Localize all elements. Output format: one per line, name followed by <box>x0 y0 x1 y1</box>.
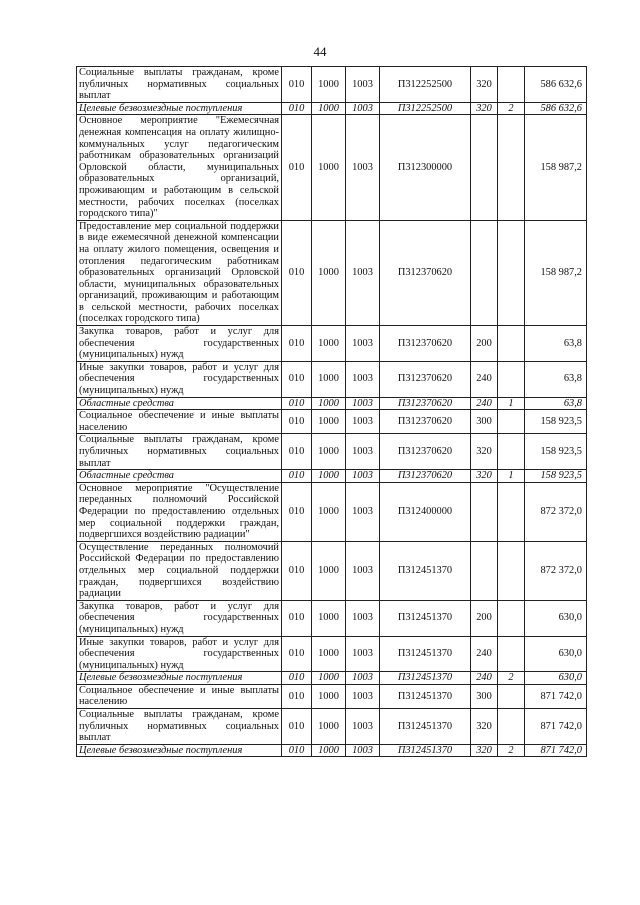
section-code-cell: 1000 <box>312 541 346 600</box>
target-article-cell: П312451370 <box>380 684 471 708</box>
target-article-cell: П312370620 <box>380 326 471 362</box>
ministry-code-cell: 010 <box>282 220 312 325</box>
section-code-cell: 1000 <box>312 684 346 708</box>
expense-type-cell: 240 <box>471 672 498 685</box>
table-row <box>77 67 587 103</box>
item-name-cell: Иные закупки товаров, работ и услуг для обеспечения государственных (муниципальных) нужд <box>77 636 282 672</box>
item-name-cell: Основное мероприятие "Ежемесячная денежная компенсация на оплату жилищно-коммунальных услуг педагогическим работникам образовательных организаций Орловской области, муниципальных образовательных организаций, проживающим и работающим в сельской местности, рабочих поселках (поселках городского типа)" <box>77 115 282 220</box>
ministry-code-cell: 010 <box>282 326 312 362</box>
amount-cell: 158 923,5 <box>525 434 587 470</box>
target-article-cell: П312451370 <box>380 744 471 757</box>
ministry-code-cell: 010 <box>282 434 312 470</box>
funding-source-cell: 2 <box>498 672 525 685</box>
subsection-code-cell: 1003 <box>346 115 380 220</box>
section-code-cell: 1000 <box>312 672 346 685</box>
amount-cell: 871 742,0 <box>525 744 587 757</box>
section-code-cell: 1000 <box>312 482 346 541</box>
table-row <box>77 434 587 470</box>
item-name-cell: Социальное обеспечение и иные выплаты населению <box>77 410 282 434</box>
ministry-code-cell: 010 <box>282 744 312 757</box>
target-article-cell: П312300000 <box>380 115 471 220</box>
funding-source-cell <box>498 220 525 325</box>
target-article-cell: П312370620 <box>380 361 471 397</box>
target-article-cell: П312451370 <box>380 709 471 745</box>
expense-type-cell: 320 <box>471 744 498 757</box>
item-name-cell: Целевые безвозмездные поступления <box>77 672 282 685</box>
item-name-cell: Иные закупки товаров, работ и услуг для обеспечения государственных (муниципальных) нужд <box>77 361 282 397</box>
ministry-code-cell: 010 <box>282 470 312 483</box>
subsection-code-cell: 1003 <box>346 600 380 636</box>
ministry-code-cell: 010 <box>282 115 312 220</box>
target-article-cell: П312451370 <box>380 636 471 672</box>
funding-source-cell <box>498 410 525 434</box>
amount-cell: 630,0 <box>525 672 587 685</box>
amount-cell: 158 987,2 <box>525 115 587 220</box>
funding-source-cell <box>498 434 525 470</box>
table-row <box>77 541 587 600</box>
item-name-cell: Социальные выплаты гражданам, кроме публичных нормативных социальных выплат <box>77 709 282 745</box>
item-name-cell: Целевые безвозмездные поступления <box>77 744 282 757</box>
funding-source-cell: 2 <box>498 102 525 115</box>
subsection-code-cell: 1003 <box>346 361 380 397</box>
amount-cell: 630,0 <box>525 600 587 636</box>
table-row <box>77 410 587 434</box>
expense-type-cell: 200 <box>471 600 498 636</box>
target-article-cell: П312370620 <box>380 434 471 470</box>
target-article-cell: П312451370 <box>380 541 471 600</box>
section-code-cell: 1000 <box>312 600 346 636</box>
subsection-code-cell: 1003 <box>346 541 380 600</box>
amount-cell: 871 742,0 <box>525 709 587 745</box>
ministry-code-cell: 010 <box>282 684 312 708</box>
table-row <box>77 744 587 757</box>
table-row <box>77 326 587 362</box>
page-number: 44 <box>313 44 327 59</box>
subsection-code-cell: 1003 <box>346 397 380 410</box>
amount-cell: 871 742,0 <box>525 684 587 708</box>
item-name-cell: Областные средства <box>77 397 282 410</box>
subsection-code-cell: 1003 <box>346 434 380 470</box>
section-code-cell: 1000 <box>312 709 346 745</box>
ministry-code-cell: 010 <box>282 67 312 103</box>
target-article-cell: П312451370 <box>380 600 471 636</box>
subsection-code-cell: 1003 <box>346 220 380 325</box>
subsection-code-cell: 1003 <box>346 67 380 103</box>
funding-source-cell <box>498 541 525 600</box>
section-code-cell: 1000 <box>312 115 346 220</box>
table-row <box>77 397 587 410</box>
ministry-code-cell: 010 <box>282 709 312 745</box>
funding-source-cell <box>498 326 525 362</box>
funding-source-cell <box>498 709 525 745</box>
amount-cell: 158 923,5 <box>525 410 587 434</box>
table-row <box>77 102 587 115</box>
ministry-code-cell: 010 <box>282 397 312 410</box>
expense-type-cell: 300 <box>471 684 498 708</box>
section-code-cell: 1000 <box>312 361 346 397</box>
expense-type-cell: 240 <box>471 361 498 397</box>
section-code-cell: 1000 <box>312 744 346 757</box>
table-row <box>77 684 587 708</box>
item-name-cell: Целевые безвозмездные поступления <box>77 102 282 115</box>
subsection-code-cell: 1003 <box>346 410 380 434</box>
section-code-cell: 1000 <box>312 326 346 362</box>
expense-type-cell: 320 <box>471 102 498 115</box>
item-name-cell: Закупка товаров, работ и услуг для обеспечения государственных (муниципальных) нужд <box>77 326 282 362</box>
expense-type-cell: 300 <box>471 410 498 434</box>
section-code-cell: 1000 <box>312 470 346 483</box>
funding-source-cell <box>498 684 525 708</box>
table-row <box>77 672 587 685</box>
expense-type-cell: 320 <box>471 470 498 483</box>
amount-cell: 158 987,2 <box>525 220 587 325</box>
table-row <box>77 482 587 541</box>
target-article-cell: П312370620 <box>380 470 471 483</box>
funding-source-cell <box>498 636 525 672</box>
section-code-cell: 1000 <box>312 410 346 434</box>
subsection-code-cell: 1003 <box>346 744 380 757</box>
amount-cell: 630,0 <box>525 636 587 672</box>
ministry-code-cell: 010 <box>282 600 312 636</box>
item-name-cell: Социальные выплаты гражданам, кроме публичных нормативных социальных выплат <box>77 434 282 470</box>
section-code-cell: 1000 <box>312 220 346 325</box>
table-row <box>77 600 587 636</box>
expense-type-cell: 240 <box>471 636 498 672</box>
target-article-cell: П312252500 <box>380 67 471 103</box>
target-article-cell: П312370620 <box>380 410 471 434</box>
budget-table-body <box>77 67 587 757</box>
item-name-cell: Областные средства <box>77 470 282 483</box>
section-code-cell: 1000 <box>312 397 346 410</box>
funding-source-cell <box>498 600 525 636</box>
budget-table <box>76 66 587 757</box>
ministry-code-cell: 010 <box>282 102 312 115</box>
subsection-code-cell: 1003 <box>346 326 380 362</box>
amount-cell: 586 632,6 <box>525 102 587 115</box>
funding-source-cell: 2 <box>498 744 525 757</box>
section-code-cell: 1000 <box>312 636 346 672</box>
ministry-code-cell: 010 <box>282 672 312 685</box>
subsection-code-cell: 1003 <box>346 636 380 672</box>
item-name-cell: Социальное обеспечение и иные выплаты населению <box>77 684 282 708</box>
target-article-cell: П312451370 <box>380 672 471 685</box>
table-row <box>77 220 587 325</box>
target-article-cell: П312370620 <box>380 397 471 410</box>
table-row <box>77 115 587 220</box>
ministry-code-cell: 010 <box>282 482 312 541</box>
funding-source-cell: 1 <box>498 470 525 483</box>
funding-source-cell <box>498 67 525 103</box>
subsection-code-cell: 1003 <box>346 709 380 745</box>
table-row <box>77 361 587 397</box>
amount-cell: 63,8 <box>525 361 587 397</box>
subsection-code-cell: 1003 <box>346 684 380 708</box>
expense-type-cell <box>471 541 498 600</box>
expense-type-cell: 320 <box>471 434 498 470</box>
funding-source-cell <box>498 482 525 541</box>
expense-type-cell: 320 <box>471 709 498 745</box>
amount-cell: 63,8 <box>525 397 587 410</box>
ministry-code-cell: 010 <box>282 361 312 397</box>
subsection-code-cell: 1003 <box>346 102 380 115</box>
ministry-code-cell: 010 <box>282 541 312 600</box>
expense-type-cell <box>471 482 498 541</box>
target-article-cell: П312400000 <box>380 482 471 541</box>
expense-type-cell <box>471 115 498 220</box>
amount-cell: 63,8 <box>525 326 587 362</box>
ministry-code-cell: 010 <box>282 636 312 672</box>
expense-type-cell: 320 <box>471 67 498 103</box>
item-name-cell: Осуществление переданных полномочий Российской Федерации по предоставлению отдельных мер социальной поддержки граждан, подвергшихся воздействию радиации <box>77 541 282 600</box>
funding-source-cell: 1 <box>498 397 525 410</box>
expense-type-cell: 200 <box>471 326 498 362</box>
amount-cell: 158 923,5 <box>525 470 587 483</box>
target-article-cell: П312252500 <box>380 102 471 115</box>
section-code-cell: 1000 <box>312 434 346 470</box>
amount-cell: 586 632,6 <box>525 67 587 103</box>
amount-cell: 872 372,0 <box>525 541 587 600</box>
target-article-cell: П312370620 <box>380 220 471 325</box>
funding-source-cell <box>498 361 525 397</box>
funding-source-cell <box>498 115 525 220</box>
expense-type-cell: 240 <box>471 397 498 410</box>
item-name-cell: Социальные выплаты гражданам, кроме публичных нормативных социальных выплат <box>77 67 282 103</box>
section-code-cell: 1000 <box>312 102 346 115</box>
amount-cell: 872 372,0 <box>525 482 587 541</box>
subsection-code-cell: 1003 <box>346 470 380 483</box>
table-row <box>77 709 587 745</box>
section-code-cell: 1000 <box>312 67 346 103</box>
item-name-cell: Предоставление мер социальной поддержки в виде ежемесячной денежной компенсации на оплату жилого помещения, освещения и отопления педагогическим работникам образовательных организаций Орловской области, муниципальных образовательных организаций, проживающим и работающим в сельской местности, рабочих поселках (поселках городского типа) <box>77 220 282 325</box>
subsection-code-cell: 1003 <box>346 672 380 685</box>
table-row <box>77 470 587 483</box>
expense-type-cell <box>471 220 498 325</box>
item-name-cell: Закупка товаров, работ и услуг для обеспечения государственных (муниципальных) нужд <box>77 600 282 636</box>
subsection-code-cell: 1003 <box>346 482 380 541</box>
table-row <box>77 636 587 672</box>
ministry-code-cell: 010 <box>282 410 312 434</box>
item-name-cell: Основное мероприятие "Осуществление переданных полномочий Российской Федерации по предоставлению отдельных мер социальной поддержки граждан, подвергшихся воздействию радиации" <box>77 482 282 541</box>
